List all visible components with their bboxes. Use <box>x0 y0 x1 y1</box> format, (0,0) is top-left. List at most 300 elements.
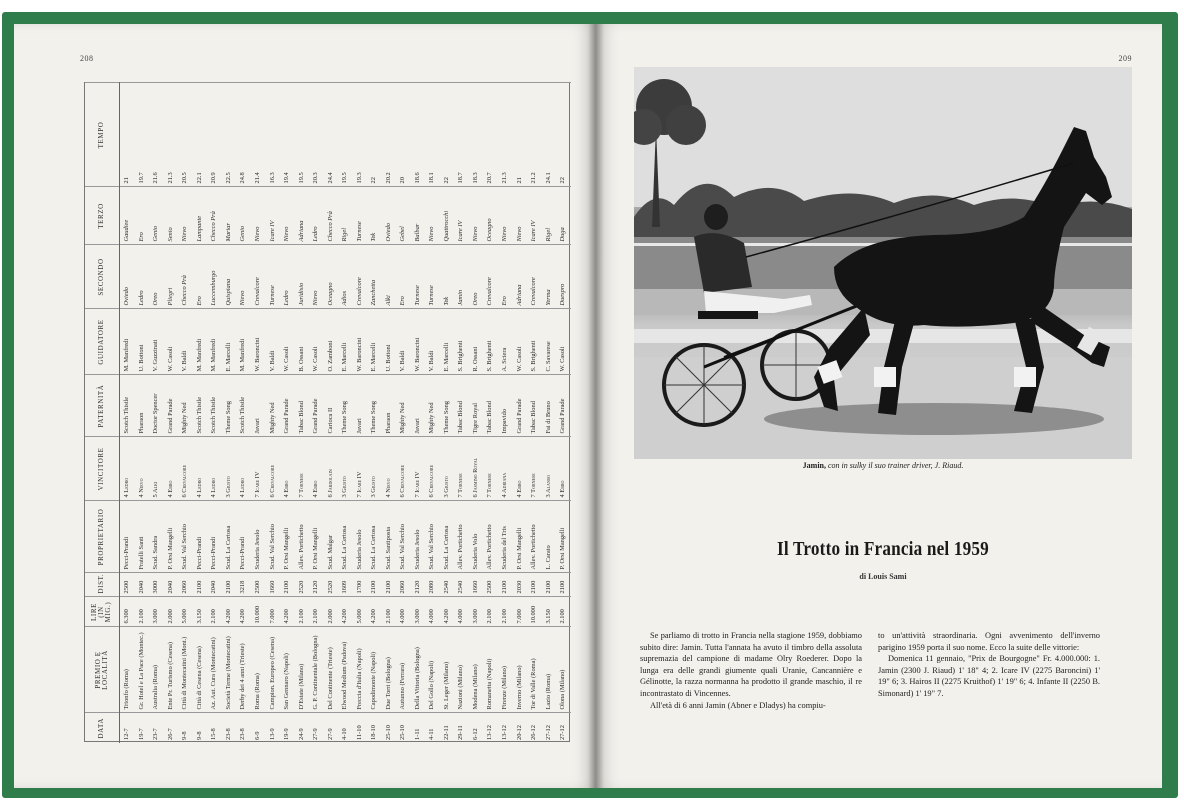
table-cell: W. Baroncini <box>411 309 426 375</box>
table-cell: Allev. Portichetto <box>483 501 498 573</box>
table-cell: 12-7 <box>119 713 135 743</box>
table-cell: 3 Alanso <box>542 437 557 501</box>
table-cell: 22 <box>556 83 571 187</box>
table-cell: 21.3 <box>498 83 513 187</box>
table-cell: Del Continente (Trieste) <box>324 627 339 713</box>
table-cell: 4.200 <box>440 597 455 627</box>
table-cell: Ente Pr. Turismo (Cesena) <box>164 627 179 713</box>
table-cell: Mighty Ned <box>425 375 440 437</box>
table-cell: W. Casoli <box>556 309 571 375</box>
table-cell: Crevalcore <box>251 245 266 309</box>
table-cell: Pecci-Prandi <box>119 501 135 573</box>
table-cell: 18-10 <box>367 713 382 743</box>
table-cell: 5.000 <box>353 597 368 627</box>
table-cell: 16.3 <box>265 83 280 187</box>
article-paragraph: to un'attività straordinaria. Ogni avvenimento dell'inverno parigino 1959 porta il suo nome. Ecco la suite delle vittorie: <box>878 631 1100 652</box>
table-cell: Scotch Thistle <box>193 375 208 437</box>
table-cell: 19.5 <box>338 83 353 187</box>
table-cell: 4.000 <box>454 597 469 627</box>
table-cell: 23-8 <box>236 713 251 743</box>
table-cell: 2500 <box>251 573 266 597</box>
table-cell: Nievo <box>512 187 527 245</box>
table-cell: Jamin <box>454 245 469 309</box>
table-cell: Tek <box>367 187 382 245</box>
table-row <box>295 83 310 743</box>
page-number-right: 209 <box>1118 54 1132 63</box>
table-cell: Scotch Thistle <box>236 375 251 437</box>
table-cell: 13-9 <box>265 713 280 743</box>
table-cell: 4 Ledro <box>119 437 135 501</box>
table-cell: 2040 <box>135 573 150 597</box>
table-header-cell: SECONDO <box>85 245 119 309</box>
table-cell: 4.000 <box>425 597 440 627</box>
table-cell: Carioca II <box>324 375 339 437</box>
table-cell: Grand Parade <box>164 375 179 437</box>
table-cell: V. Guzzinati <box>149 309 164 375</box>
table-cell: 23-8 <box>222 713 237 743</box>
table-cell: 4.000 <box>396 597 411 627</box>
table-header-cell: PREMIO E LOCALITÀ <box>85 627 119 713</box>
table-cell: V. Baldi <box>178 309 193 375</box>
table-row <box>425 83 440 743</box>
table-cell: U. Bottoni <box>135 309 150 375</box>
table-cell: 3218 <box>236 573 251 597</box>
table-cell: 21.2 <box>527 83 542 187</box>
table-cell: 2100 <box>382 573 397 597</box>
table-cell: 4.200 <box>367 597 382 627</box>
table-row <box>527 83 542 743</box>
table-cell: 13-12 <box>483 713 498 743</box>
table-cell: Trionfo (Roma) <box>119 627 135 713</box>
table-cell: 2100 <box>542 573 557 597</box>
table-cell: Allev. Portichetto <box>295 501 310 573</box>
table-cell: Tabac Blond <box>454 375 469 437</box>
table-cell: 19.7 <box>135 83 150 187</box>
table-cell: 20-12 <box>512 713 527 743</box>
table-cell: 6.300 <box>119 597 135 627</box>
table-row <box>251 83 266 743</box>
table-cell: Turnese <box>425 245 440 309</box>
table-cell: Scud. Val Serchio <box>396 501 411 573</box>
table-cell: Tabac Blond <box>483 375 498 437</box>
table-cell: Tigre Royal <box>469 375 484 437</box>
table-cell: Luccemburgo <box>207 245 222 309</box>
table-cell: 15-8 <box>207 713 222 743</box>
table-cell: Scuderia Volo <box>469 501 484 573</box>
table-cell: Duga <box>556 187 571 245</box>
table-cell: 27-12 <box>556 713 571 743</box>
table-cell: Gr. Hotel e La Pace (Montec.) <box>135 627 150 713</box>
table-cell: W. Casoli <box>164 309 179 375</box>
table-cell: 29-11 <box>454 713 469 743</box>
table-cell: Turnese <box>411 245 426 309</box>
results-table-frame <box>84 82 570 742</box>
table-cell: Scud. Santiposta <box>382 501 397 573</box>
table-cell: 22.5 <box>222 83 237 187</box>
table-cell: 5.000 <box>178 597 193 627</box>
table-cell: 2.100 <box>135 597 150 627</box>
table-cell: Yerma <box>542 245 557 309</box>
table-cell: 18.3 <box>469 83 484 187</box>
table-cell: 23-7 <box>149 713 164 743</box>
table-cell: 6 Crevalcore <box>178 437 193 501</box>
table-cell: 19.4 <box>280 83 295 187</box>
table-cell: 24.1 <box>542 83 557 187</box>
table-cell: V. Baldi <box>396 309 411 375</box>
table-cell: M. Manfredi <box>193 309 208 375</box>
table-row <box>280 83 295 743</box>
table-cell: Roma (Roma) <box>251 627 266 713</box>
table-cell: Pharaon <box>135 375 150 437</box>
article-paragraph: Domenica 11 gennaio, "Prix de Bourgogne" Fr. 4.000.000: 1. Jamin (2300 J. Riaud) 1' 18" 4; 2. Icare IV (2275 Baroncini) 1' 19" 6; 3. Hairos II (2275 Kruithof) 1' 19" 6; 4. Infante II (2250 B. Simonard) 1' 19" 7. <box>878 654 1100 698</box>
table-cell: 20.2 <box>382 83 397 187</box>
table-cell: W. Casoli <box>512 309 527 375</box>
table-cell: Crevalcore <box>483 245 498 309</box>
table-header-cell: TEMPO <box>85 83 119 187</box>
table-row <box>512 83 527 743</box>
table-cell: Allev. Portichetto <box>454 501 469 573</box>
table-cell: Del Gollo (Napoli) <box>425 627 440 713</box>
table-cell: 22 <box>440 83 455 187</box>
table-cell: E. Marcelli <box>367 309 382 375</box>
table-cell: 4 Nievo <box>135 437 150 501</box>
table-cell: Scuderia Jesolo <box>411 501 426 573</box>
table-cell: M. Manfredi <box>119 309 135 375</box>
book-gutter <box>588 24 604 788</box>
table-cell: 9-8 <box>193 713 208 743</box>
table-cell: Ero <box>135 187 150 245</box>
table-header-cell: PATERNITÀ <box>85 375 119 437</box>
table-cell: Az. Aut. Cura (Montecatini) <box>207 627 222 713</box>
table-cell: Firenze (Milano) <box>498 627 513 713</box>
table-cell: Turnese <box>353 187 368 245</box>
table-cell: Tabac Blond <box>295 375 310 437</box>
table-cell: Romanetta (Napoli) <box>483 627 498 713</box>
table-cell: 2.000 <box>324 597 339 627</box>
table-cell: 2060 <box>178 573 193 597</box>
table-cell: Scotch Thistle <box>207 375 222 437</box>
table-cell: 21.3 <box>164 83 179 187</box>
table-cell: Zanchetta <box>367 245 382 309</box>
article-paragraph: All'età di 6 anni Jamin (Abner e Dladys) ha compiu- <box>650 700 826 710</box>
table-row <box>382 83 397 743</box>
table-cell: 18.6 <box>411 83 426 187</box>
table-cell: 7.000 <box>265 597 280 627</box>
table-cell: Javari <box>353 375 368 437</box>
table-cell: 5 Alki <box>149 437 164 501</box>
table-cell: 6-9 <box>251 713 266 743</box>
table-cell: Ero <box>193 245 208 309</box>
table-cell: Pecci-Prandi <box>236 501 251 573</box>
table-cell: 6 Jardolain <box>324 437 339 501</box>
table-cell: 19-7 <box>135 713 150 743</box>
table-cell: Mariar <box>222 187 237 245</box>
table-cell: L. Carato <box>542 501 557 573</box>
table-cell: Scud. La Certosa <box>338 501 353 573</box>
table-cell: 2500 <box>483 573 498 597</box>
table-cell: Rigel <box>542 187 557 245</box>
table-cell: P. Orsi Mangelli <box>280 501 295 573</box>
table-cell: Javari <box>251 375 266 437</box>
trotter-and-sulky-illustration <box>634 67 1132 459</box>
table-cell: Tor di Valle (Roma) <box>527 627 542 713</box>
table-cell: 4 Adriana <box>498 437 513 501</box>
table-cell: Scud. La Certosa <box>440 501 455 573</box>
caption-horse-name: Jamin, <box>802 461 826 470</box>
table-row <box>542 83 557 743</box>
table-cell: E. Marcelli <box>440 309 455 375</box>
results-table <box>85 83 571 744</box>
table-cell: 7 Tornese <box>483 437 498 501</box>
table-cell: Alki <box>382 245 397 309</box>
table-cell: Scud. Sandra <box>149 501 164 573</box>
table-cell: 4.200 <box>338 597 353 627</box>
table-cell: Grand Parade <box>280 375 295 437</box>
table-cell: 2.100 <box>207 597 222 627</box>
table-cell: Gaudiee <box>119 187 135 245</box>
table-cell: 7 Tornese <box>454 437 469 501</box>
table-cell: Ero <box>396 245 411 309</box>
table-cell: 21 <box>119 83 135 187</box>
table-cell: 2540 <box>454 573 469 597</box>
table-cell: 21 <box>512 83 527 187</box>
table-header-cell: TERZO <box>85 187 119 245</box>
table-cell: 2100 <box>527 573 542 597</box>
table-cell: Genio <box>149 187 164 245</box>
table-cell: 3.000 <box>149 597 164 627</box>
table-cell: 27-9 <box>324 713 339 743</box>
table-cell: S. Brighenti <box>454 309 469 375</box>
table-header-cell: GUIDATORE <box>85 309 119 375</box>
table-row <box>454 83 469 743</box>
table-cell: 20.9 <box>207 83 222 187</box>
table-cell: Turnese <box>265 245 280 309</box>
table-cell: 20.3 <box>309 83 324 187</box>
table-cell: Checco Prà <box>207 187 222 245</box>
table-cell: 6-12 <box>469 713 484 743</box>
table-cell: 3 Giusto <box>367 437 382 501</box>
table-cell: 22 <box>367 83 382 187</box>
table-cell: Della Vittoria (Bologna) <box>411 627 426 713</box>
table-cell: 2520 <box>324 573 339 597</box>
table-row <box>178 83 193 743</box>
table-cell: 2100 <box>367 573 382 597</box>
table-cell: Javari <box>411 375 426 437</box>
table-cell: Impavido <box>498 375 513 437</box>
table-cell: 6 Jasmino Royal <box>469 437 484 501</box>
table-cell: Elwood Medium (Padova) <box>338 627 353 713</box>
table-cell: 4 Ebro <box>280 437 295 501</box>
table-cell: 18.1 <box>425 83 440 187</box>
table-cell: Pharaon <box>382 375 397 437</box>
left-page <box>14 24 596 788</box>
table-cell: Scud. Malgar <box>324 501 339 573</box>
table-cell: U. Bottoni <box>382 309 397 375</box>
table-cell: A. Sciera <box>498 309 513 375</box>
table-cell: Scuderia Jesolo <box>251 501 266 573</box>
table-cell: Ledro <box>135 245 150 309</box>
table-cell: Nievo <box>469 187 484 245</box>
table-cell: Allev. Portichetto <box>527 501 542 573</box>
table-cell: 2.100 <box>309 597 324 627</box>
article-byline: di Louis Sami <box>859 572 907 581</box>
table-row <box>324 83 339 743</box>
table-cell: 4.200 <box>236 597 251 627</box>
table-cell: 2030 <box>512 573 527 597</box>
table-cell: 2.100 <box>382 597 397 627</box>
table-cell: 19-9 <box>280 713 295 743</box>
table-cell: 20.5 <box>178 83 193 187</box>
table-cell: 4.200 <box>222 597 237 627</box>
table-cell: 27-12 <box>542 713 557 743</box>
caption-text: con in sulky il suo trainer driver, J. Riaud. <box>828 461 964 470</box>
table-cell: Genio <box>236 187 251 245</box>
table-cell: 2540 <box>440 573 455 597</box>
table-cell: Theme Song <box>338 375 353 437</box>
article-title: Il Trotto in Francia nel 1959 <box>777 538 989 560</box>
table-cell: 4-10 <box>338 713 353 743</box>
table-cell: 19.5 <box>295 83 310 187</box>
table-cell: 7 Tornese <box>295 437 310 501</box>
table-cell: Olona (Milano) <box>556 627 571 713</box>
harness-racing-photo <box>634 67 1132 459</box>
table-cell: Lazio (Roma) <box>542 627 557 713</box>
table-cell: Checco Prà <box>178 245 193 309</box>
table-cell: Capodimonte (Napoli) <box>367 627 382 713</box>
table-cell: Duespro <box>556 245 571 309</box>
table-cell: 22.1 <box>193 83 208 187</box>
table-header-cell: PROPRIETARIO <box>85 501 119 573</box>
table-header-row <box>85 83 119 743</box>
table-cell: 4.200 <box>280 597 295 627</box>
table-cell: 4 Ledro <box>236 437 251 501</box>
table-cell: Nievo <box>309 245 324 309</box>
table-cell: Fai di Bruno <box>542 375 557 437</box>
table-cell: Ledro <box>309 187 324 245</box>
table-cell: O. Zamboni <box>324 309 339 375</box>
article-column-2 <box>878 630 1100 700</box>
table-header-cell: VINCITORE <box>85 437 119 501</box>
table-cell: St. Leger (Milano) <box>440 627 455 713</box>
table-cell: 9-8 <box>178 713 193 743</box>
table-cell: 2040 <box>164 573 179 597</box>
table-cell: P. Orsi Mangelli <box>556 501 571 573</box>
table-cell: Oreo <box>469 245 484 309</box>
table-cell: 20.7 <box>483 83 498 187</box>
table-cell: R. Ossani <box>469 309 484 375</box>
table-cell: 21.6 <box>149 83 164 187</box>
table-cell: 13-12 <box>498 713 513 743</box>
article-column-1 <box>640 630 862 711</box>
table-cell: Lampante <box>193 187 208 245</box>
table-cell: Adriana <box>295 187 310 245</box>
table-row <box>367 83 382 743</box>
table-cell: P. Orsi Mangelli <box>164 501 179 573</box>
table-cell: Senio <box>164 187 179 245</box>
table-cell: Theme Song <box>440 375 455 437</box>
table-cell: 2100 <box>498 573 513 597</box>
table-row <box>338 83 353 743</box>
rotated-table-container <box>85 83 571 743</box>
table-row <box>207 83 222 743</box>
table-cell: Australia (Roma) <box>149 627 164 713</box>
table-cell: 2060 <box>396 573 411 597</box>
table-cell: Rigel <box>338 187 353 245</box>
table-cell: B. Ossani <box>295 309 310 375</box>
table-cell: 7.000 <box>512 597 527 627</box>
table-row <box>236 83 251 743</box>
table-cell: 1660 <box>469 573 484 597</box>
table-cell: 3.000 <box>469 597 484 627</box>
table-cell: 4-11 <box>425 713 440 743</box>
table-cell: Oviedo <box>119 245 135 309</box>
table-cell: Pliegri <box>164 245 179 309</box>
article-paragraph: Se parliamo di trotto in Francia nella stagione 1959, dobbiamo subito dire: Jamin. Tutta l'annata ha avuto il timbro della assoluta supremazia del campione di madame Olry Roederer. Dopo la lunga era delle grandi giumente quali Uranie, Cancannière e Gélinotte, la razza normanna ha prodotto il grande maschio, il re incontrastato di Vincennes. <box>640 631 862 698</box>
table-cell: Nazioni (Milano) <box>454 627 469 713</box>
table-cell: 3.000 <box>411 597 426 627</box>
table-cell: 3000 <box>149 573 164 597</box>
table-cell: Adriana <box>512 245 527 309</box>
table-cell: Scud. Val Serchio <box>425 501 440 573</box>
table-row <box>149 83 164 743</box>
table-cell: 2120 <box>411 573 426 597</box>
table-cell: V. Baldi <box>265 309 280 375</box>
table-cell: Oreo <box>149 245 164 309</box>
table-cell: 1700 <box>353 573 368 597</box>
table-cell: Doctor Spencer <box>149 375 164 437</box>
table-cell: Grand Parade <box>309 375 324 437</box>
table-cell: 24-9 <box>295 713 310 743</box>
table-cell: Scud. Val Serchio <box>265 501 280 573</box>
table-row <box>119 83 135 743</box>
table-cell: Scuderia del Tris <box>498 501 513 573</box>
table-cell: 3.150 <box>542 597 557 627</box>
table-cell: Quattrocchi <box>440 187 455 245</box>
table-cell: Theme Song <box>367 375 382 437</box>
table-cell: Balbar <box>411 187 426 245</box>
table-cell: P. Orsi Mangelli <box>309 501 324 573</box>
table-row <box>265 83 280 743</box>
table-row <box>135 83 150 743</box>
table-cell: 2100 <box>193 573 208 597</box>
photo-caption <box>634 461 1132 470</box>
table-cell: 25-10 <box>382 713 397 743</box>
table-cell: 27-9 <box>309 713 324 743</box>
table-row <box>483 83 498 743</box>
table-cell: Quispiana <box>222 245 237 309</box>
table-cell: Crevalcore <box>353 245 368 309</box>
table-cell: 2.100 <box>498 597 513 627</box>
table-cell: G. P. Continentale (Bologna) <box>309 627 324 713</box>
table-cell: Icare IV <box>454 187 469 245</box>
table-cell: Juridisio <box>295 245 310 309</box>
table-cell: 25-10 <box>396 713 411 743</box>
table-cell: 24.8 <box>236 83 251 187</box>
table-cell: 2100 <box>280 573 295 597</box>
table-cell: Mighty Ned <box>178 375 193 437</box>
table-cell: M. Manfredi <box>236 309 251 375</box>
table-cell: Scud. La Certosa <box>367 501 382 573</box>
table-cell: S. Brighenti <box>527 309 542 375</box>
table-cell: Nievo <box>425 187 440 245</box>
table-cell: 2120 <box>309 573 324 597</box>
table-row <box>469 83 484 743</box>
table-cell: Checco Prà <box>324 187 339 245</box>
table-row <box>556 83 571 743</box>
table-cell: Scud. La Certosa <box>222 501 237 573</box>
table-header-cell: DIST. <box>85 573 119 597</box>
table-cell: E. Marcelli <box>338 309 353 375</box>
